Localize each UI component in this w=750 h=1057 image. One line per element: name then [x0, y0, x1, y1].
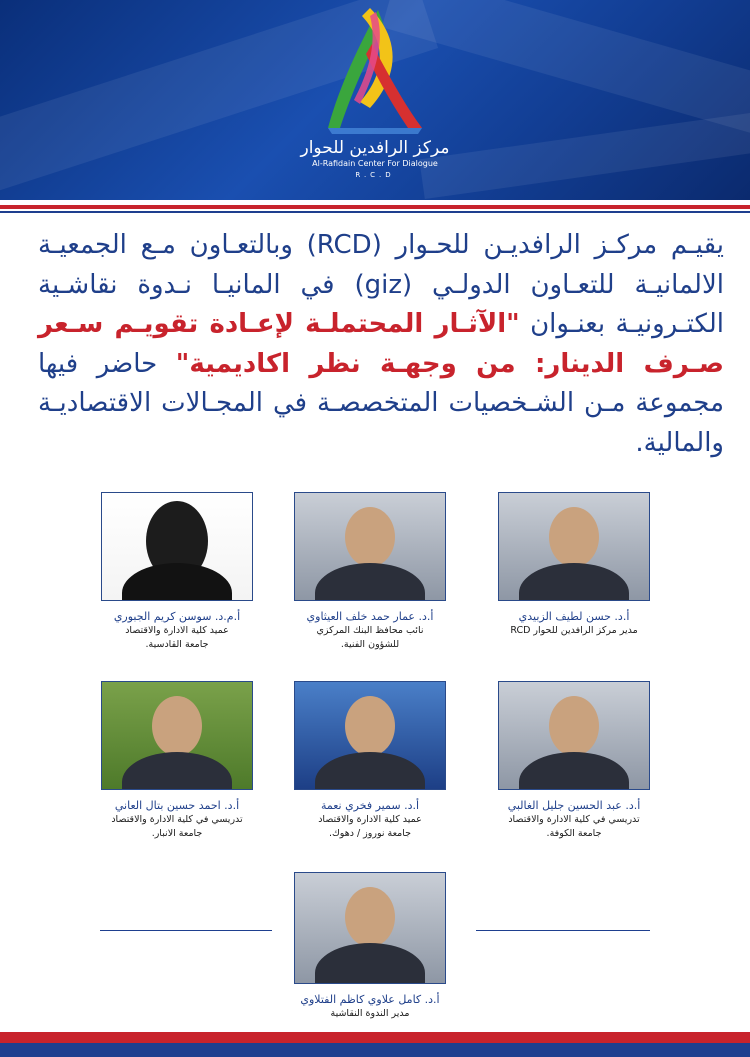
speaker-photo	[294, 492, 446, 601]
speaker-photo	[101, 492, 253, 601]
speaker-card	[89, 681, 265, 841]
rcd-logo-icon	[300, 4, 450, 139]
speaker-role: نائب محافظ البنك المركزي	[316, 625, 424, 636]
speaker-card	[486, 492, 662, 638]
speaker-role: مدير مركز الرافدين للحوار RCD	[510, 625, 638, 636]
footer-stripe-red	[0, 1032, 750, 1043]
speaker-affiliation: جامعة نوروز / دهوك.	[328, 828, 412, 839]
speaker-photo	[498, 492, 650, 601]
speaker-card	[486, 681, 662, 841]
logo-title: مركز الرافدين للحوار	[300, 138, 450, 158]
speaker-name: أ.د. عبد الحسين جليل الغالبي	[507, 799, 641, 812]
moderator-card	[282, 872, 458, 1021]
speaker-affiliation: جامعة الكوفة.	[546, 828, 602, 839]
footer-stripe-blue	[0, 1043, 750, 1057]
speaker-name: أ.د. عمار حمد خلف العيثاوي	[306, 610, 434, 623]
rcd-logo	[300, 4, 450, 194]
speaker-role: عميد كلية الادارة والاقتصاد	[125, 625, 229, 636]
speaker-name: أ.د. احمد حسين بتال العاني	[114, 799, 240, 812]
speaker-affiliation: جامعة القادسية.	[145, 639, 209, 650]
announcement-part1: يقيـم مركـز الرافديـن للحـوار (RCD) وبالتعـاون مـع الجمعيـة الالمانيـة للتعـاون الدولـي (giz) في المانيـا نـدوة نقاشـية الكتـرونيـة بعنـوان	[38, 230, 725, 339]
speaker-card	[282, 681, 458, 841]
speaker-name: أ.م.د. سوسن كريم الجبوري	[113, 610, 241, 623]
speaker-name: أ.د. سمير فخري نعمة	[320, 799, 420, 812]
speaker-photo	[101, 681, 253, 790]
announcement-part2: حاضر فيها مجموعة مـن الشـخصيات المتخصصـة في المجـالات الاقتصاديـة والمالية.	[38, 348, 724, 458]
announcement-text	[38, 226, 724, 463]
speaker-card	[282, 492, 458, 652]
divider-line-right	[476, 930, 650, 931]
divider-line-left	[100, 930, 272, 931]
speaker-photo	[294, 872, 446, 984]
speaker-role: مدير الندوة النقاشية	[330, 1008, 410, 1019]
header-banner	[0, 0, 750, 200]
speaker-photo	[498, 681, 650, 790]
speaker-role: تدريسي في كلية الادارة والاقتصاد	[111, 814, 243, 825]
speaker-card	[89, 492, 265, 652]
speaker-affiliation: جامعة الانبار.	[151, 828, 203, 839]
header-divider-red	[0, 205, 750, 209]
speaker-affiliation: للشؤون الفنية.	[340, 639, 400, 650]
speaker-name: أ.د. حسن لطيف الزبيدي	[518, 610, 630, 623]
logo-abbreviation: R.C.D	[355, 171, 395, 179]
speaker-role: تدريسي في كلية الادارة والاقتصاد	[508, 814, 640, 825]
speaker-role: عميد كلية الادارة والاقتصاد	[318, 814, 422, 825]
header-divider-blue	[0, 211, 750, 213]
speaker-name: أ.د. كامل علاوي كاظم الفتلاوي	[300, 993, 440, 1006]
logo-subtitle-en: Al-Rafidain Center For Dialogue	[312, 159, 438, 168]
seminar-title: "الآثـار المحتملـة لإعـادة تقويـم سـعر صـرف الدينار: من وجهـة نظر اكاديمية"	[38, 309, 724, 379]
speaker-photo	[294, 681, 446, 790]
